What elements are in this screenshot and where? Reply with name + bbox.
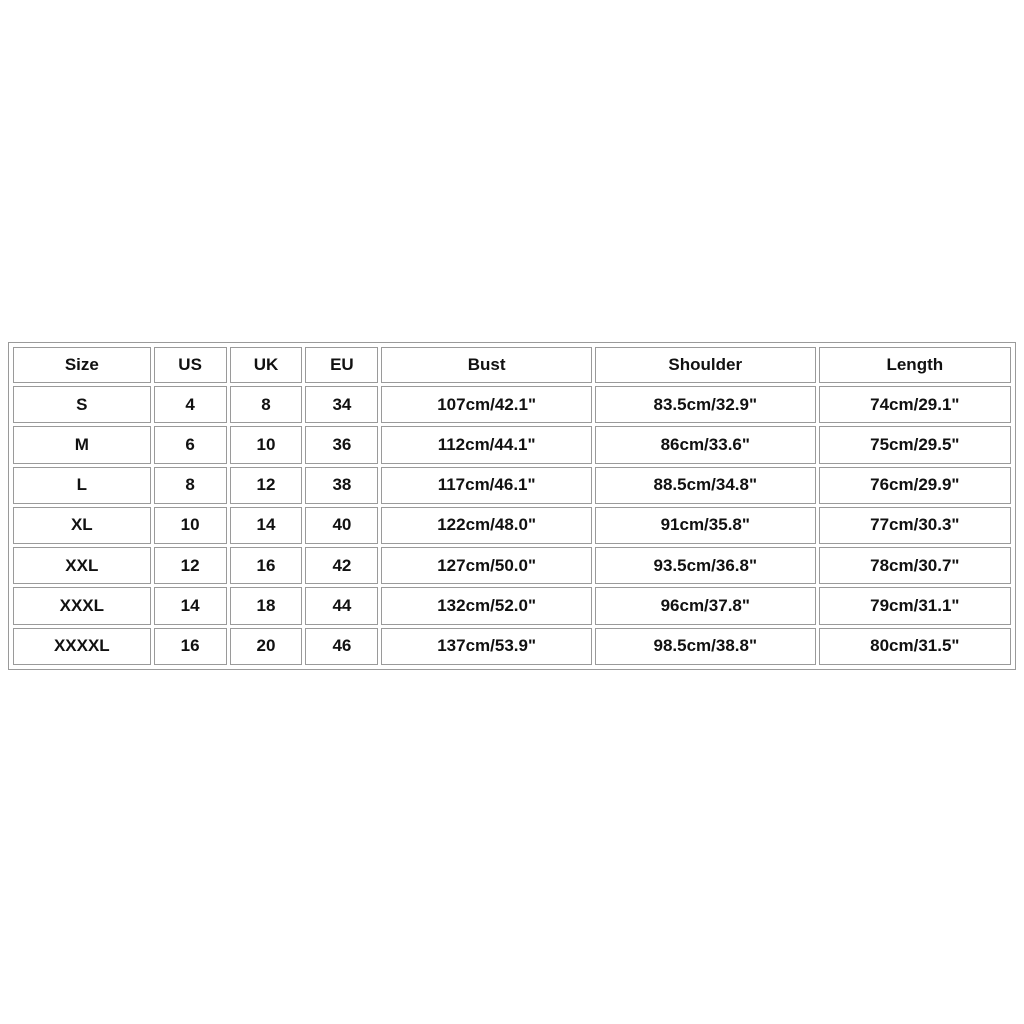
cell-us: 14: [154, 587, 227, 624]
table-row: [13, 507, 1011, 544]
cell-eu: 42: [305, 547, 378, 584]
cell-length: 80cm/31.5": [819, 628, 1011, 665]
table-row: [13, 426, 1011, 463]
cell-shoulder: 83.5cm/32.9": [595, 386, 816, 423]
cell-eu: 40: [305, 507, 378, 544]
cell-shoulder: 88.5cm/34.8": [595, 467, 816, 504]
cell-uk: 12: [230, 467, 303, 504]
cell-length: 78cm/30.7": [819, 547, 1011, 584]
cell-shoulder: 98.5cm/38.8": [595, 628, 816, 665]
cell-uk: 10: [230, 426, 303, 463]
cell-shoulder: 91cm/35.8": [595, 507, 816, 544]
cell-us: 8: [154, 467, 227, 504]
cell-size: XXXXL: [13, 628, 151, 665]
cell-us: 16: [154, 628, 227, 665]
table-row: [13, 628, 1011, 665]
cell-us: 12: [154, 547, 227, 584]
table-row: [13, 587, 1011, 624]
cell-bust: 137cm/53.9": [381, 628, 592, 665]
cell-length: 76cm/29.9": [819, 467, 1011, 504]
cell-bust: 117cm/46.1": [381, 467, 592, 504]
cell-eu: 46: [305, 628, 378, 665]
cell-size: XXXL: [13, 587, 151, 624]
header-size: Size: [13, 347, 151, 383]
header-bust: Bust: [381, 347, 592, 383]
cell-uk: 20: [230, 628, 303, 665]
cell-size: XXL: [13, 547, 151, 584]
cell-uk: 14: [230, 507, 303, 544]
cell-eu: 44: [305, 587, 378, 624]
table-header-row: [13, 347, 1011, 383]
table-row: [13, 467, 1011, 504]
table-row: [13, 386, 1011, 423]
cell-uk: 8: [230, 386, 303, 423]
header-uk: UK: [230, 347, 303, 383]
cell-size: XL: [13, 507, 151, 544]
cell-eu: 36: [305, 426, 378, 463]
cell-bust: 112cm/44.1": [381, 426, 592, 463]
cell-uk: 16: [230, 547, 303, 584]
cell-shoulder: 86cm/33.6": [595, 426, 816, 463]
cell-us: 10: [154, 507, 227, 544]
cell-bust: 107cm/42.1": [381, 386, 592, 423]
cell-size: M: [13, 426, 151, 463]
size-chart: [8, 342, 1016, 670]
table-row: [13, 547, 1011, 584]
cell-us: 4: [154, 386, 227, 423]
cell-length: 75cm/29.5": [819, 426, 1011, 463]
size-table: [10, 344, 1014, 668]
cell-length: 74cm/29.1": [819, 386, 1011, 423]
header-us: US: [154, 347, 227, 383]
cell-size: S: [13, 386, 151, 423]
cell-shoulder: 93.5cm/36.8": [595, 547, 816, 584]
header-shoulder: Shoulder: [595, 347, 816, 383]
cell-eu: 34: [305, 386, 378, 423]
cell-length: 79cm/31.1": [819, 587, 1011, 624]
cell-us: 6: [154, 426, 227, 463]
cell-shoulder: 96cm/37.8": [595, 587, 816, 624]
cell-bust: 132cm/52.0": [381, 587, 592, 624]
cell-uk: 18: [230, 587, 303, 624]
cell-bust: 127cm/50.0": [381, 547, 592, 584]
cell-length: 77cm/30.3": [819, 507, 1011, 544]
header-length: Length: [819, 347, 1011, 383]
cell-size: L: [13, 467, 151, 504]
cell-eu: 38: [305, 467, 378, 504]
cell-bust: 122cm/48.0": [381, 507, 592, 544]
header-eu: EU: [305, 347, 378, 383]
